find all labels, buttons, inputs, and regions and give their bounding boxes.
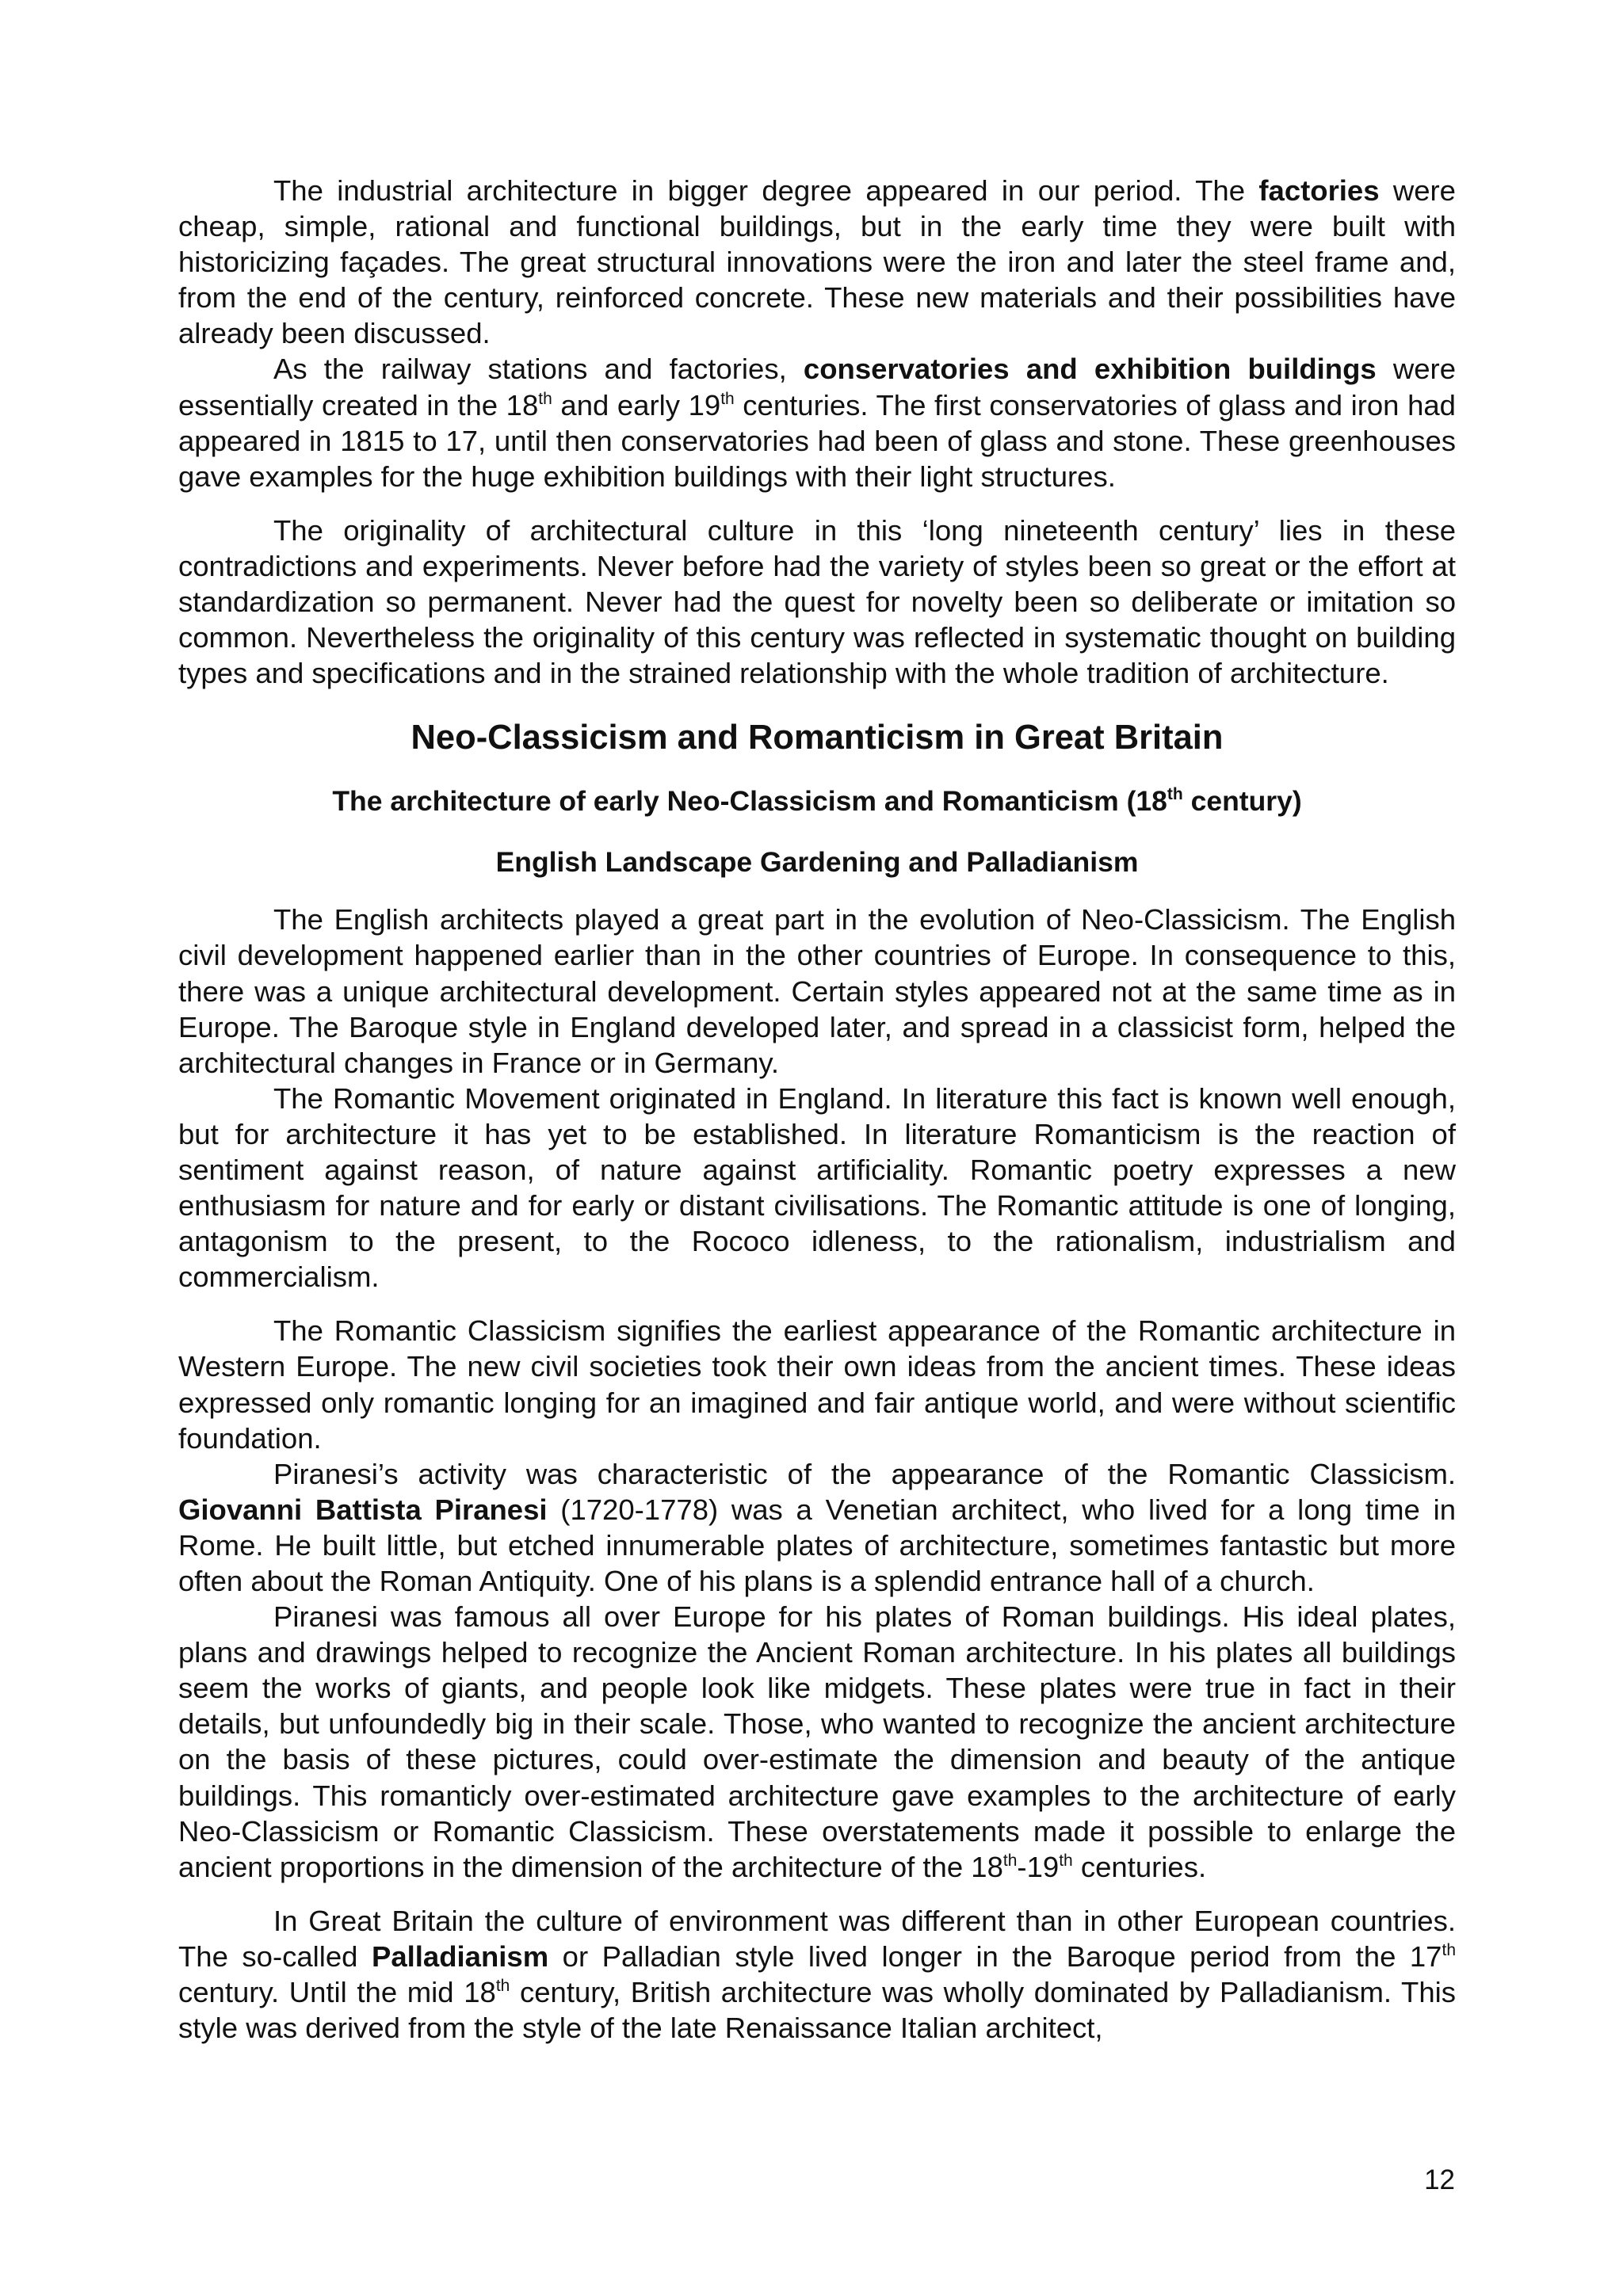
paragraph-originality: The originality of architectural culture in this ‘long nineteenth century’ lies in these contradictions and experiments. Never before had the variety of styles been so great or the effort at standardization so permanent. Never had the quest for novelty been so deliberate or imitation so common. Nevertheless the originality of this century was reflected in systematic thought on building types and specifications and in the strained relationship with the whole tradition of architecture. xyxy=(178,513,1456,690)
bold-term-conservatories: conservatories and exhibition buildings xyxy=(803,353,1377,386)
paragraph-text: -19 xyxy=(1017,1850,1060,1883)
paragraph-industrial-architecture xyxy=(178,173,1456,351)
paragraph-text: The industrial architecture in bigger degree appeared in our period. The xyxy=(273,174,1259,207)
paragraph-conservatories xyxy=(178,351,1456,494)
paragraph-text: As the railway stations and factories, xyxy=(273,353,804,386)
superscript: th xyxy=(720,389,735,408)
section-heading: Neo-Classicism and Romanticism in Great Britain xyxy=(411,719,1224,757)
paragraph-palladianism xyxy=(178,1903,1456,2046)
paragraph-text: century, British architecture was wholly dominated by Palladianism. This style was derived from the style of the late Renaissance Italian architect, xyxy=(178,1976,1456,2045)
sub-subsection-heading: English Landscape Gardening and Palladianism xyxy=(495,846,1139,879)
superscript: th xyxy=(1002,1851,1018,1870)
heading-text: The architecture of early Neo-Classicism and Romanticism (18 xyxy=(332,785,1167,818)
paragraph-text: and early 19 xyxy=(552,388,721,421)
paragraph-text: Piranesi’s activity was characteristic of the appearance of the Romantic Classicism. xyxy=(273,1457,1456,1490)
paragraph-piranesi-activity xyxy=(178,1456,1456,1599)
paragraph-text: centuries. The first conservatories of glass and iron had appeared in 1815 to 17, until then conservatories had been of glass and stone. These greenhouses gave examples for the huge exhibition buildings with their light structures. xyxy=(178,388,1456,493)
page-number: 12 xyxy=(1424,2164,1455,2195)
paragraph-text: (1720-1778) was a Venetian architect, who lived for a long time in Rome. He built little, but etched innumerable plates of architecture, sometimes fantastic but more often about the Roman Antiquity. One of his plans is a splendid entrance hall of a church. xyxy=(178,1493,1456,1597)
superscript: th xyxy=(538,389,552,408)
superscript: th xyxy=(1442,1940,1457,1959)
paragraph-text: centuries. xyxy=(1072,1850,1207,1883)
paragraph-text: Piranesi was famous all over Europe for his plates of Roman buildings. His ideal plates, plans and drawings helped to recognize the Ancient Roman architecture. In his plates all buildings seem the works of giants, and people look like midgets. These plates were true in fact in their details, but unfoundedly big in their scale. Those, who wanted to recognize the ancient architecture on the basis of these pictures, could over-estimate the dimension and beauty of the antique buildings. This romanticly over-estimated architecture gave examples to the architecture of early Neo-Classicism or Romantic Classicism. These overstatements made it possible to enlarge the ancient proportions in the dimension of the architecture of the 18 xyxy=(178,1600,1456,1883)
document-page xyxy=(178,173,1456,2046)
paragraph-piranesi-plates xyxy=(178,1599,1456,1885)
superscript: th xyxy=(495,1977,510,1996)
paragraph-english-architects: The English architects played a great part in the evolution of Neo-Classicism. The English civil development happened earlier than in the other countries of Europe. In consequence to this, there was a unique architectural development. Certain styles appeared not at the same time as in Europe. The Baroque style in England developed later, and spread in a classicist form, helped the architectural changes in France or in Germany. xyxy=(178,903,1456,1079)
bold-term-piranesi: Giovanni Battista Piranesi xyxy=(178,1493,548,1526)
paragraph-text: In Great Britain the culture of environment was different than in other European countries. The so-called xyxy=(178,1904,1456,1973)
paragraph-text: were cheap, simple, rational and functional buildings, but in the early time they were built with historicizing façades. The great structural innovations were the iron and later the steel frame and, from the end of the century, reinforced concrete. These new materials and their possibilities have already been discussed. xyxy=(178,174,1456,350)
bold-term-factories: factories xyxy=(1258,174,1380,207)
bold-term-palladianism: Palladianism xyxy=(372,1939,549,1973)
paragraph-romantic-movement: The Romantic Movement originated in England. In literature this fact is known well enough, but for architecture it has yet to be established. In literature Romanticism is the reaction of sentiment against reason, of nature against artificiality. Romantic poetry expresses a new enthusiasm for nature and for early or distant civilisations. The Romantic attitude is one of longing, antagonism to the present, to the Rococo idleness, to the rationalism, industrialism and commercialism. xyxy=(178,1081,1456,1294)
superscript: th xyxy=(1059,1851,1073,1870)
heading-text: century) xyxy=(1182,785,1302,818)
paragraph-text: or Palladian style lived longer in the Baroque period from the 17 xyxy=(548,1939,1442,1973)
superscript: th xyxy=(1167,785,1183,804)
paragraph-text: century. Until the mid 18 xyxy=(178,1976,496,2009)
subsection-heading xyxy=(178,782,1456,820)
paragraph-romantic-classicism: The Romantic Classicism signifies the earliest appearance of the Romantic architecture in Western Europe. The new civil societies took their own ideas from the ancient times. These ideas expressed only romantic longing for an imagined and fair antique world, and were without scientific foundation. xyxy=(178,1314,1456,1455)
paragraph-text: were essentially created in the 18 xyxy=(178,353,1456,421)
